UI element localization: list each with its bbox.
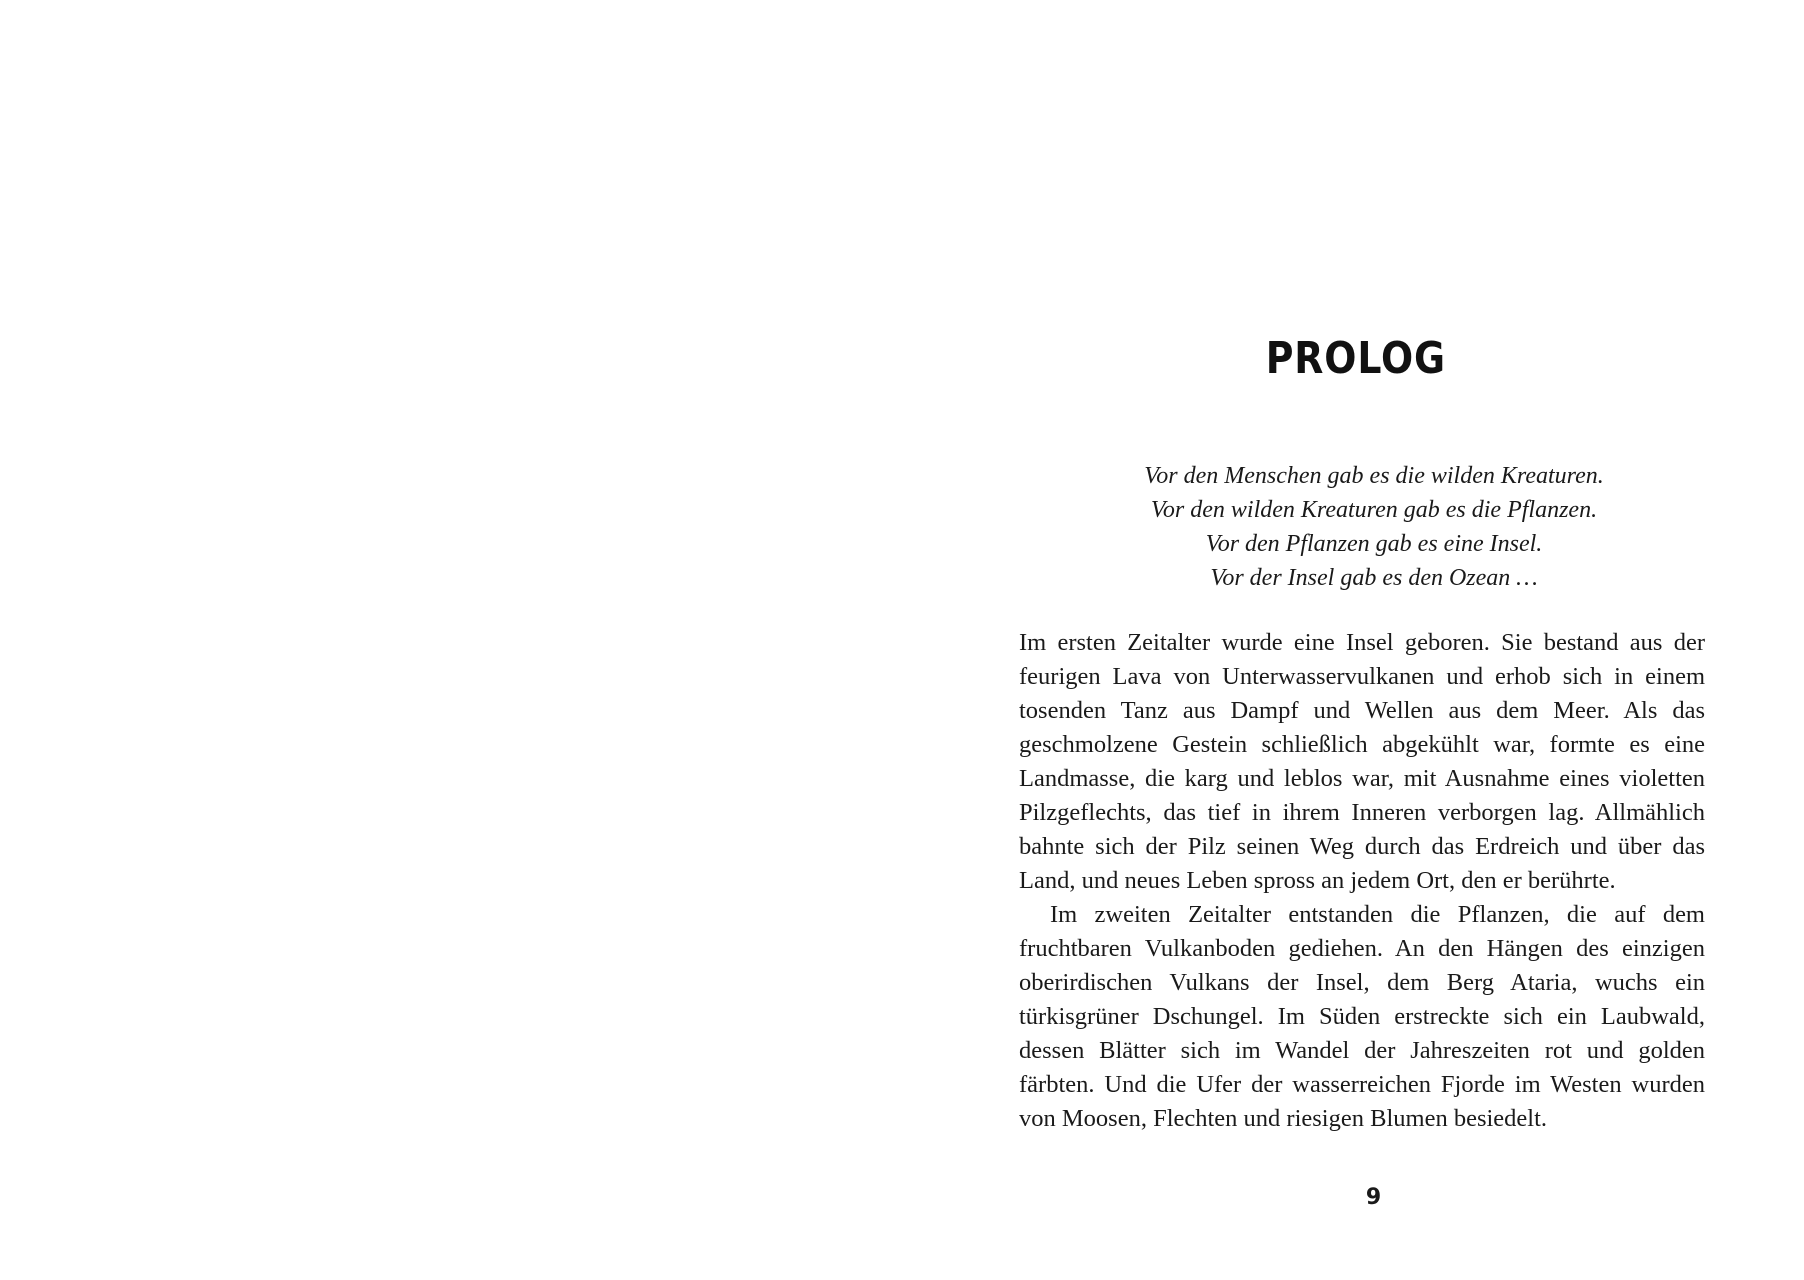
paragraph: Im zweiten Zeitalter entstanden die Pflanzen, die auf dem fruchtbaren Vulkanboden gediehen. An den Hängen des einzigen oberirdischen Vulkans der Insel, dem Berg Ataria, wuchs ein türkisgrüner Dschungel. Im Süden erstreckte sich ein Laubwald, dessen Blätter sich im Wandel der Jahreszeiten rot und golden färbten. Und die Ufer der wasserreichen Fjorde im Westen wurden von Moosen, Flechten und riesigen Blumen besiedelt. [1019,901,1705,1132]
chapter-title: PROLOG [1265,333,1446,384]
body-text [1019,626,1705,1136]
epigraph-line: Vor den Pflanzen gab es eine Insel. [1205,531,1543,557]
epigraph-line: Vor den Menschen gab es die wilden Kreaturen. [1144,463,1604,489]
epigraph-line: Vor der Insel gab es den Ozean … [1210,565,1538,591]
epigraph [902,459,1804,595]
epigraph-line: Vor den wilden Kreaturen gab es die Pflanzen. [1150,497,1598,523]
right-page [902,0,1804,1280]
page-number: 9 [1365,1185,1382,1210]
paragraph: Im ersten Zeitalter wurde eine Insel geboren. Sie bestand aus der feurigen Lava von Unterwasservulkanen und erhob sich in einem tosenden Tanz aus Dampf und Wellen aus dem Meer. Als das geschmolzene Gestein schließlich abgekühlt war, formte es eine Landmasse, die karg und leblos war, mit Ausnahme eines violetten Pilzgeflechts, das tief in ihrem Inneren verborgen lag. Allmählich bahnte sich der Pilz seinen Weg durch das Erdreich und über das Land, und neues Leben spross an jedem Ort, den er berührte. [1019,629,1705,894]
